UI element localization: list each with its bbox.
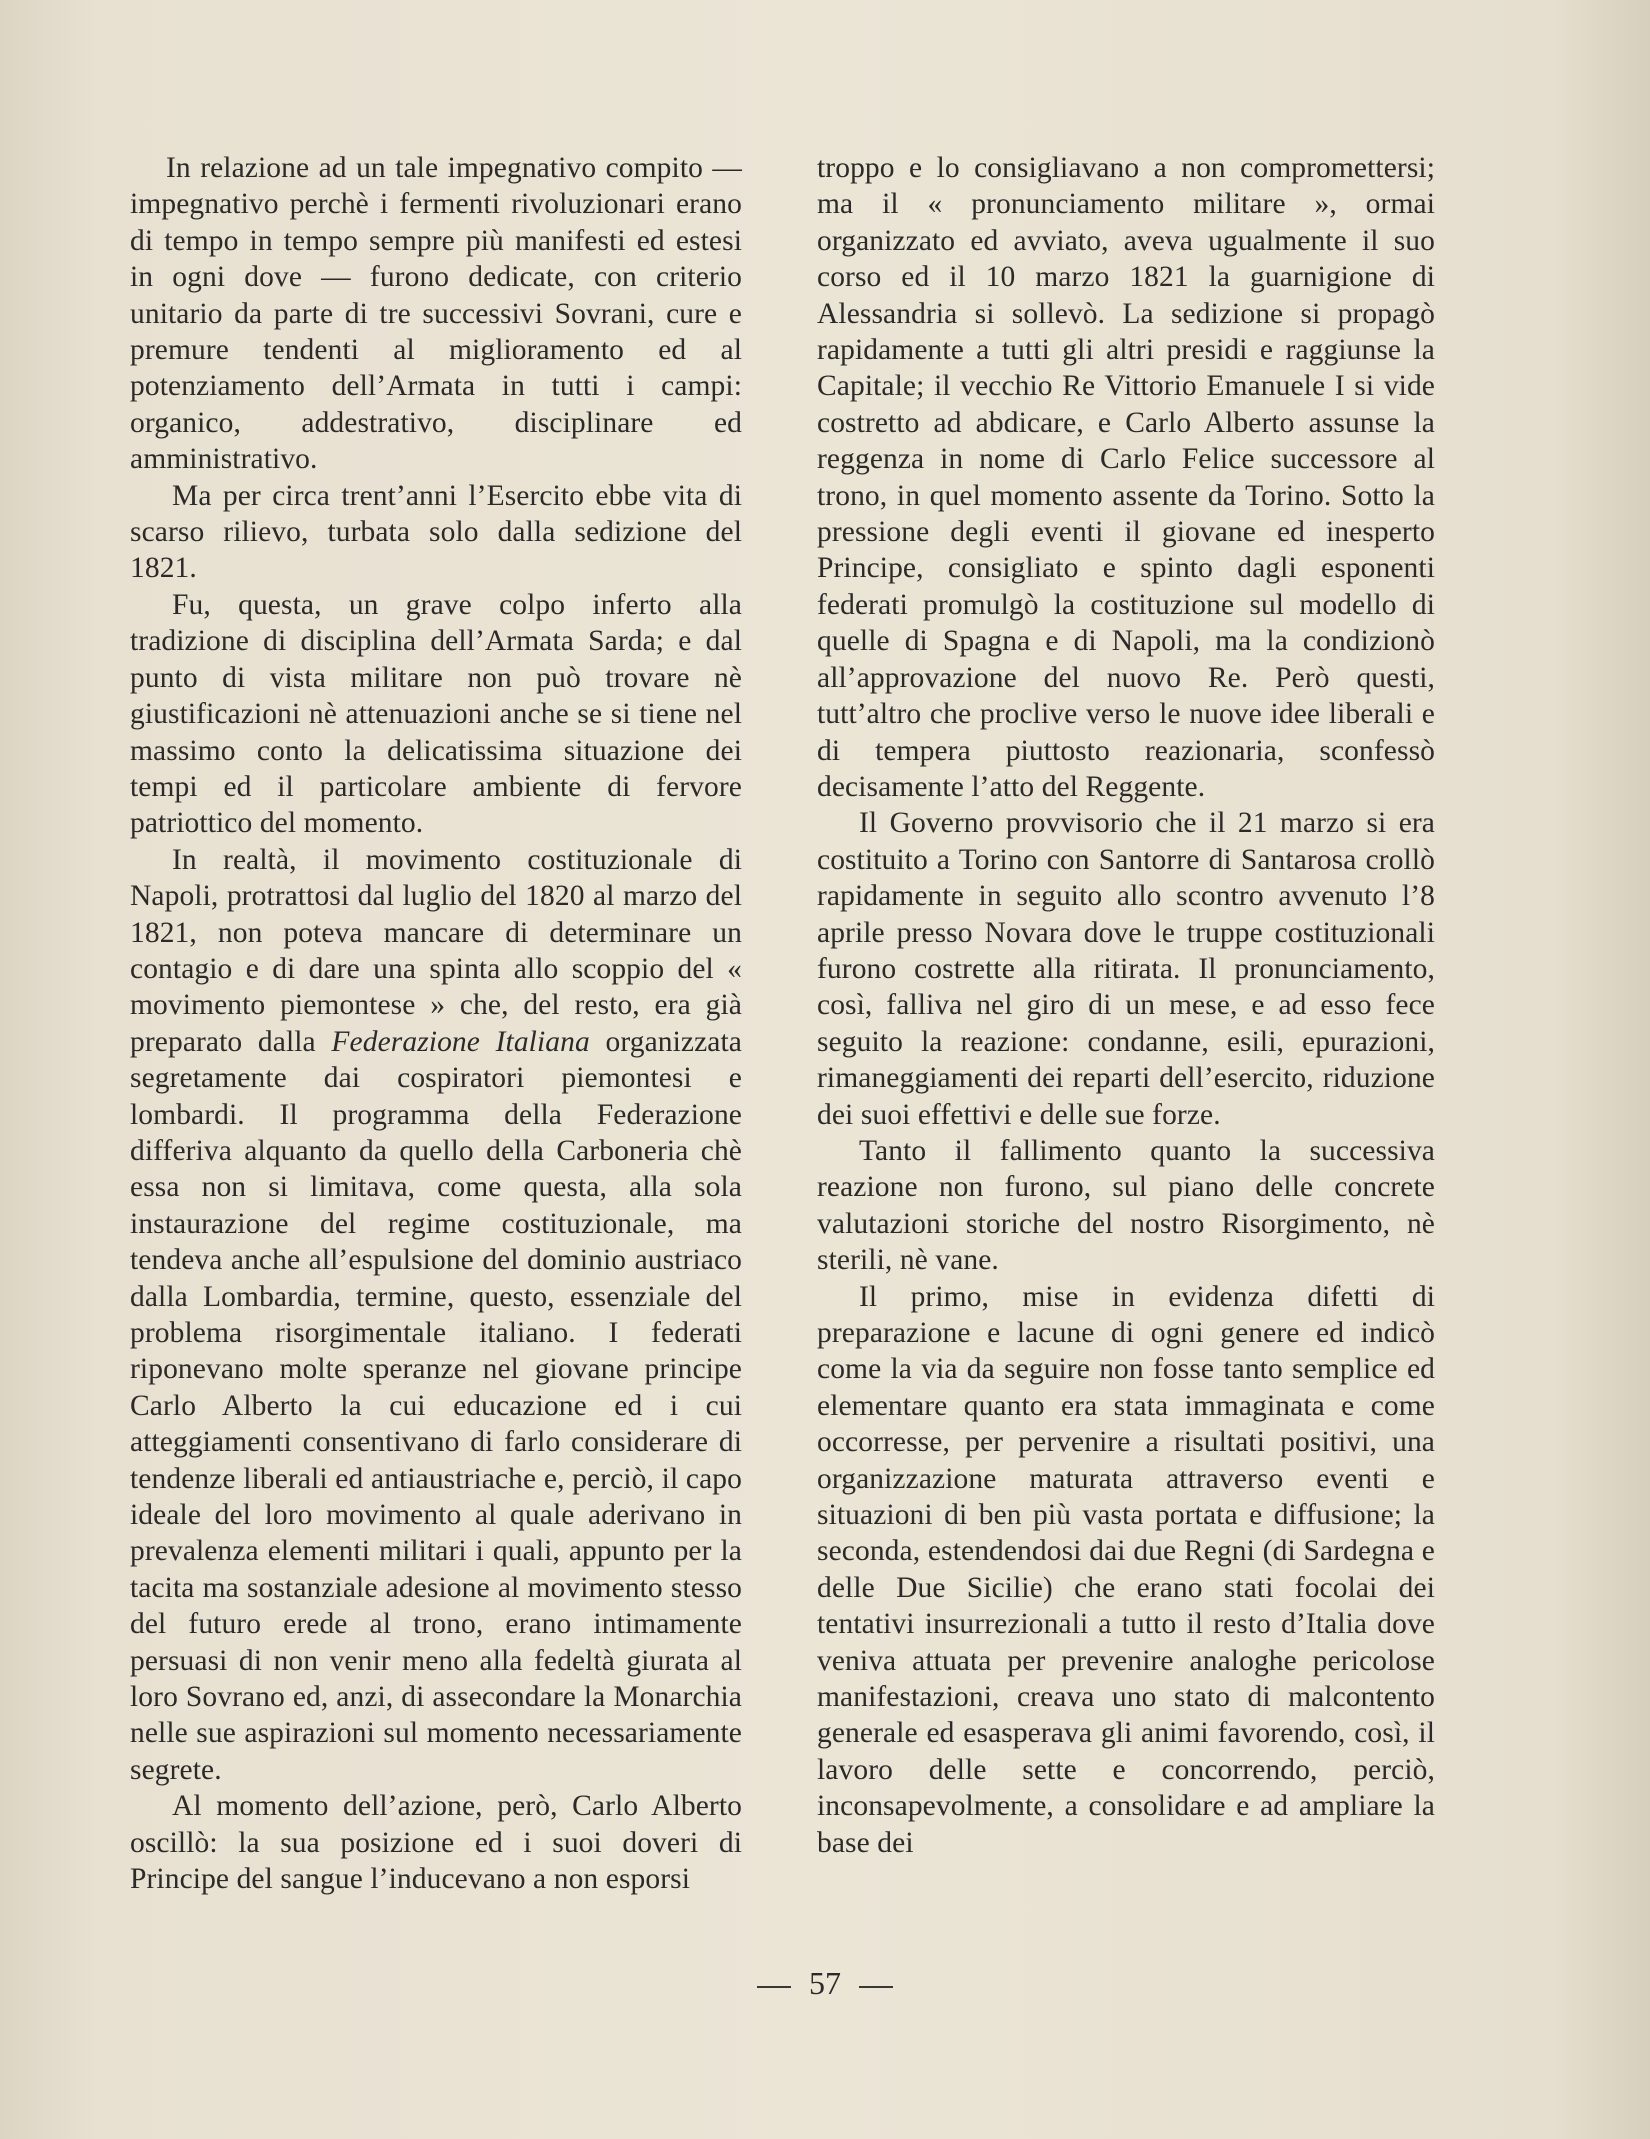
left-column — [130, 150, 742, 1898]
paragraph: troppo e lo consigliavano a non compromettersi; ma il « pronunciamento militare », ormai organizzato ed avviato, aveva ugualmente il suo corso ed il 10 marzo 1821 la guarnigione di Alessandria si sollevò. La sedizione si propagò rapidamente a tutti gli altri presidi e raggiunse la Capitale; il vecchio Re Vittorio Emanuele I si vide costretto ad abdicare, e Carlo Alberto assunse la reggenza in nome di Carlo Felice successore al trono, in quel momento assente da Torino. Sotto la pressione degli eventi il giovane ed inesperto Principe, consigliato e spinto dagli esponenti federati promulgò la costituzione sul modello di quelle di Spagna e di Napoli, ma la condizionò all’approvazione del nuovo Re. Però questi, tutt’altro che proclive verso le nuove idee liberali e di tempera piuttosto reazionaria, sconfessò decisamente l’atto del Reggente. — [817, 152, 1435, 803]
paragraph: Fu, questa, un grave colpo inferto alla tradizione di disciplina dell’Armata Sarda; e dal punto di vista militare non può trovare nè giustificazioni nè attenuazioni anche se si tiene nel massimo conto la delicatissima situazione dei tempi ed il particolare ambiente di fervore patriottico del momento. — [130, 588, 742, 840]
right-column — [817, 150, 1435, 1861]
paragraph: Tanto il fallimento quanto la successiva reazione non furono, sul piano delle concrete valutazioni storiche del nostro Risorgimento, nè sterili, nè vane. — [817, 1134, 1435, 1277]
paragraph: Ma per circa trent’anni l’Esercito ebbe vita di scarso rilievo, turbata solo dalla sedizione del 1821. — [130, 479, 742, 585]
italic-title: Federazione Italiana — [331, 1025, 590, 1058]
paragraph-text: In realtà, il movimento costituzionale di Napoli, protrattosi dal luglio del 1820 al marzo del 1821, non poteva mancare di determinare un contagio e di dare una spinta allo scoppio del « movimento piemontese » che, del resto, era già preparato dalla — [130, 843, 742, 1058]
paragraph-text: organizzata segretamente dai cospiratori piemontesi e lombardi. Il programma della Federazione differiva alquanto da quello della Carboneria chè essa non si limitava, come questa, alla sola instaurazione del regime costituzionale, ma tendeva anche all’espulsione del dominio austriaco dalla Lombardia, termine, questo, essenziale del problema risorgimentale italiano. I federati riponevano molte speranze nel giovane principe Carlo Alberto la cui educazione ed i cui atteggiamenti consentivano di farlo considerare di tendenze liberali ed antiaustriache e, perciò, il capo ideale del loro movimento al quale aderivano in prevalenza elementi militari i quali, appunto per la tacita ma sostanziale adesione al movimento stesso del futuro erede al trono, erano intimamente persuasi di non venir meno alla fedeltà giurata al loro Sovrano ed, anzi, di assecondare la Monarchia nelle sue aspirazioni sul momento necessariamente segrete. — [130, 1025, 742, 1786]
page-number: 57 — [809, 1965, 841, 2001]
page-footer — [0, 1965, 1650, 2002]
right-dash — [859, 1986, 893, 1988]
paragraph — [130, 842, 742, 1789]
paragraph: Al momento dell’azione, però, Carlo Alberto oscillò: la sua posizione ed i suoi doveri di Principe del sangue l’inducevano a non esporsi — [130, 1790, 742, 1896]
paragraph: In relazione ad un tale impegnativo compito — impegnativo perchè i fermenti rivoluzionari erano di tempo in tempo sempre più manifesti ed estesi in ogni dove — furono dedicate, con criterio unitario da parte di tre successivi Sovrani, cure e premure tendenti al miglioramento ed al potenziamento dell’Armata in tutti i campi: organico, addestrativo, disciplinare ed amministrativo. — [130, 152, 742, 476]
paragraph: Il primo, mise in evidenza difetti di preparazione e lacune di ogni genere ed indicò come la via da seguire non fosse tanto semplice ed elementare quanto era stata immaginata e come occorresse, per pervenire a risultati positivi, una organizzazione maturata attraverso eventi e situazioni di ben più vasta portata e diffusione; la seconda, estendendosi dai due Regni (di Sardegna e delle Due Sicilie) che erano stati focolai dei tentativi insurrezionali a tutto il resto d’Italia dove veniva attuata per prevenire analoghe pericolose manifestazioni, creava uno stato di malcontento generale ed esasperava gli animi favorendo, così, il lavoro delle sette e concorrendo, perciò, inconsapevolmente, a consolidare e ad ampliare la base dei — [817, 1280, 1435, 1859]
left-dash — [757, 1986, 791, 1988]
paragraph: Il Governo provvisorio che il 21 marzo si era costituito a Torino con Santorre di Santarosa crollò rapidamente in seguito allo scontro avvenuto l’8 aprile presso Novara dove le truppe costituzionali furono costrette alla ritirata. Il pronunciamento, così, falliva nel giro di un mese, e ad esso fece seguito la reazione: condanne, esili, epurazioni, rimaneggiamenti dei reparti dell’esercito, riduzione dei suoi effettivi e delle sue forze. — [817, 807, 1435, 1131]
